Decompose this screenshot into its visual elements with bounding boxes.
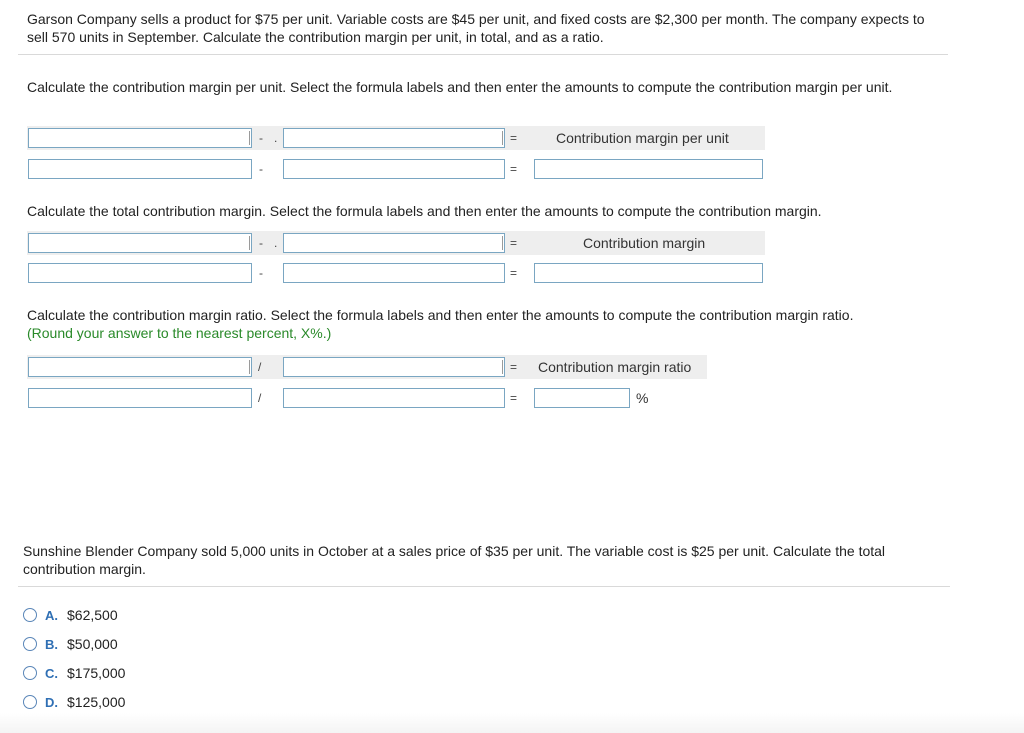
part2-equals-label: = bbox=[510, 236, 518, 250]
part1-result-label: Contribution margin per unit bbox=[556, 130, 729, 146]
part1-label-select-1[interactable] bbox=[28, 128, 252, 148]
problem1-intro: Garson Company sells a product for $75 per unit. Variable costs are $45 per unit, and fixed costs are $2,300 per month. The company expects to sell 570 units in September. Calculate the contribution margin per unit, in total, and as a ratio. bbox=[27, 11, 925, 45]
part2-label-select-1[interactable] bbox=[28, 233, 252, 253]
bottom-edge bbox=[0, 713, 1024, 733]
part3-amount-input-2[interactable] bbox=[283, 388, 505, 408]
part3-result-label: Contribution margin ratio bbox=[538, 359, 692, 375]
part2-label-row bbox=[27, 231, 765, 255]
percent-sign: % bbox=[636, 390, 649, 406]
part1-equals-label: = bbox=[510, 131, 518, 145]
part3-amount-input-1[interactable] bbox=[28, 388, 252, 408]
part2-instruction: Calculate the total contribution margin. Select the formula labels and then enter the amounts to compute the contribution margin. bbox=[27, 203, 822, 219]
problem2-question: Sunshine Blender Company sold 5,000 units in October at a sales price of $35 per unit. The variable cost is $25 per unit. Calculate the total contribution margin. bbox=[23, 543, 886, 577]
part1-operator-amount: - bbox=[259, 162, 263, 176]
choice-value: $62,500 bbox=[67, 607, 118, 623]
radio-button-icon[interactable] bbox=[23, 695, 37, 709]
part2-amount-input-2[interactable] bbox=[283, 263, 505, 283]
part3-amount-row bbox=[27, 386, 707, 410]
part1-label-row bbox=[27, 126, 765, 150]
choice-letter: A. bbox=[45, 607, 58, 623]
part1-equals-amount: = bbox=[510, 162, 518, 176]
part1-instruction: Calculate the contribution margin per unit. Select the formula labels and then enter the amounts to compute the contribution margin per unit. bbox=[27, 79, 893, 95]
part3-rounding-hint: (Round your answer to the nearest percent, X%.) bbox=[27, 325, 332, 341]
part2-result-label: Contribution margin bbox=[583, 235, 706, 251]
part1-result-input[interactable] bbox=[534, 159, 763, 179]
part2-operator-label: - bbox=[259, 236, 263, 250]
choice-letter: C. bbox=[45, 665, 58, 681]
radio-button-icon[interactable] bbox=[23, 608, 37, 622]
part3-equals-label: = bbox=[510, 360, 518, 374]
part3-operator-amount: / bbox=[258, 391, 262, 405]
choice-d[interactable] bbox=[23, 692, 125, 712]
part3-equals-amount: = bbox=[510, 391, 518, 405]
choice-value: $125,000 bbox=[67, 694, 126, 710]
choice-a[interactable] bbox=[23, 605, 118, 625]
part1-operator-dot: . bbox=[274, 131, 278, 145]
choice-value: $175,000 bbox=[67, 665, 126, 681]
part1-label-select-2[interactable] bbox=[283, 128, 505, 148]
part2-result-input[interactable] bbox=[534, 263, 763, 283]
part3-operator-label: / bbox=[258, 360, 262, 374]
part1-amount-input-1[interactable] bbox=[28, 159, 252, 179]
part3-label-select-1[interactable] bbox=[28, 357, 252, 377]
choice-value: $50,000 bbox=[67, 636, 118, 652]
part1-operator-label: - bbox=[259, 131, 263, 145]
divider bbox=[18, 54, 948, 55]
part2-operator-dot: . bbox=[274, 236, 278, 250]
part3-instruction-block bbox=[27, 306, 927, 342]
part1-amount-input-2[interactable] bbox=[283, 159, 505, 179]
part2-amount-input-1[interactable] bbox=[28, 263, 252, 283]
choice-letter: D. bbox=[45, 694, 58, 710]
divider bbox=[18, 586, 950, 587]
part1-amount-row bbox=[27, 157, 765, 181]
part2-equals-amount: = bbox=[510, 266, 518, 280]
part2-operator-amount: - bbox=[259, 266, 263, 280]
part3-result-input[interactable] bbox=[534, 388, 630, 408]
radio-button-icon[interactable] bbox=[23, 666, 37, 680]
part3-label-row bbox=[27, 355, 707, 379]
radio-button-icon[interactable] bbox=[23, 637, 37, 651]
part3-instruction: Calculate the contribution margin ratio. Select the formula labels and then enter the amounts to compute the contribution margin ratio. bbox=[27, 307, 854, 323]
choice-b[interactable] bbox=[23, 634, 118, 654]
choice-c[interactable] bbox=[23, 663, 125, 683]
choice-letter: B. bbox=[45, 636, 58, 652]
part2-amount-row bbox=[27, 261, 765, 285]
part3-label-select-2[interactable] bbox=[283, 357, 505, 377]
part2-label-select-2[interactable] bbox=[283, 233, 505, 253]
